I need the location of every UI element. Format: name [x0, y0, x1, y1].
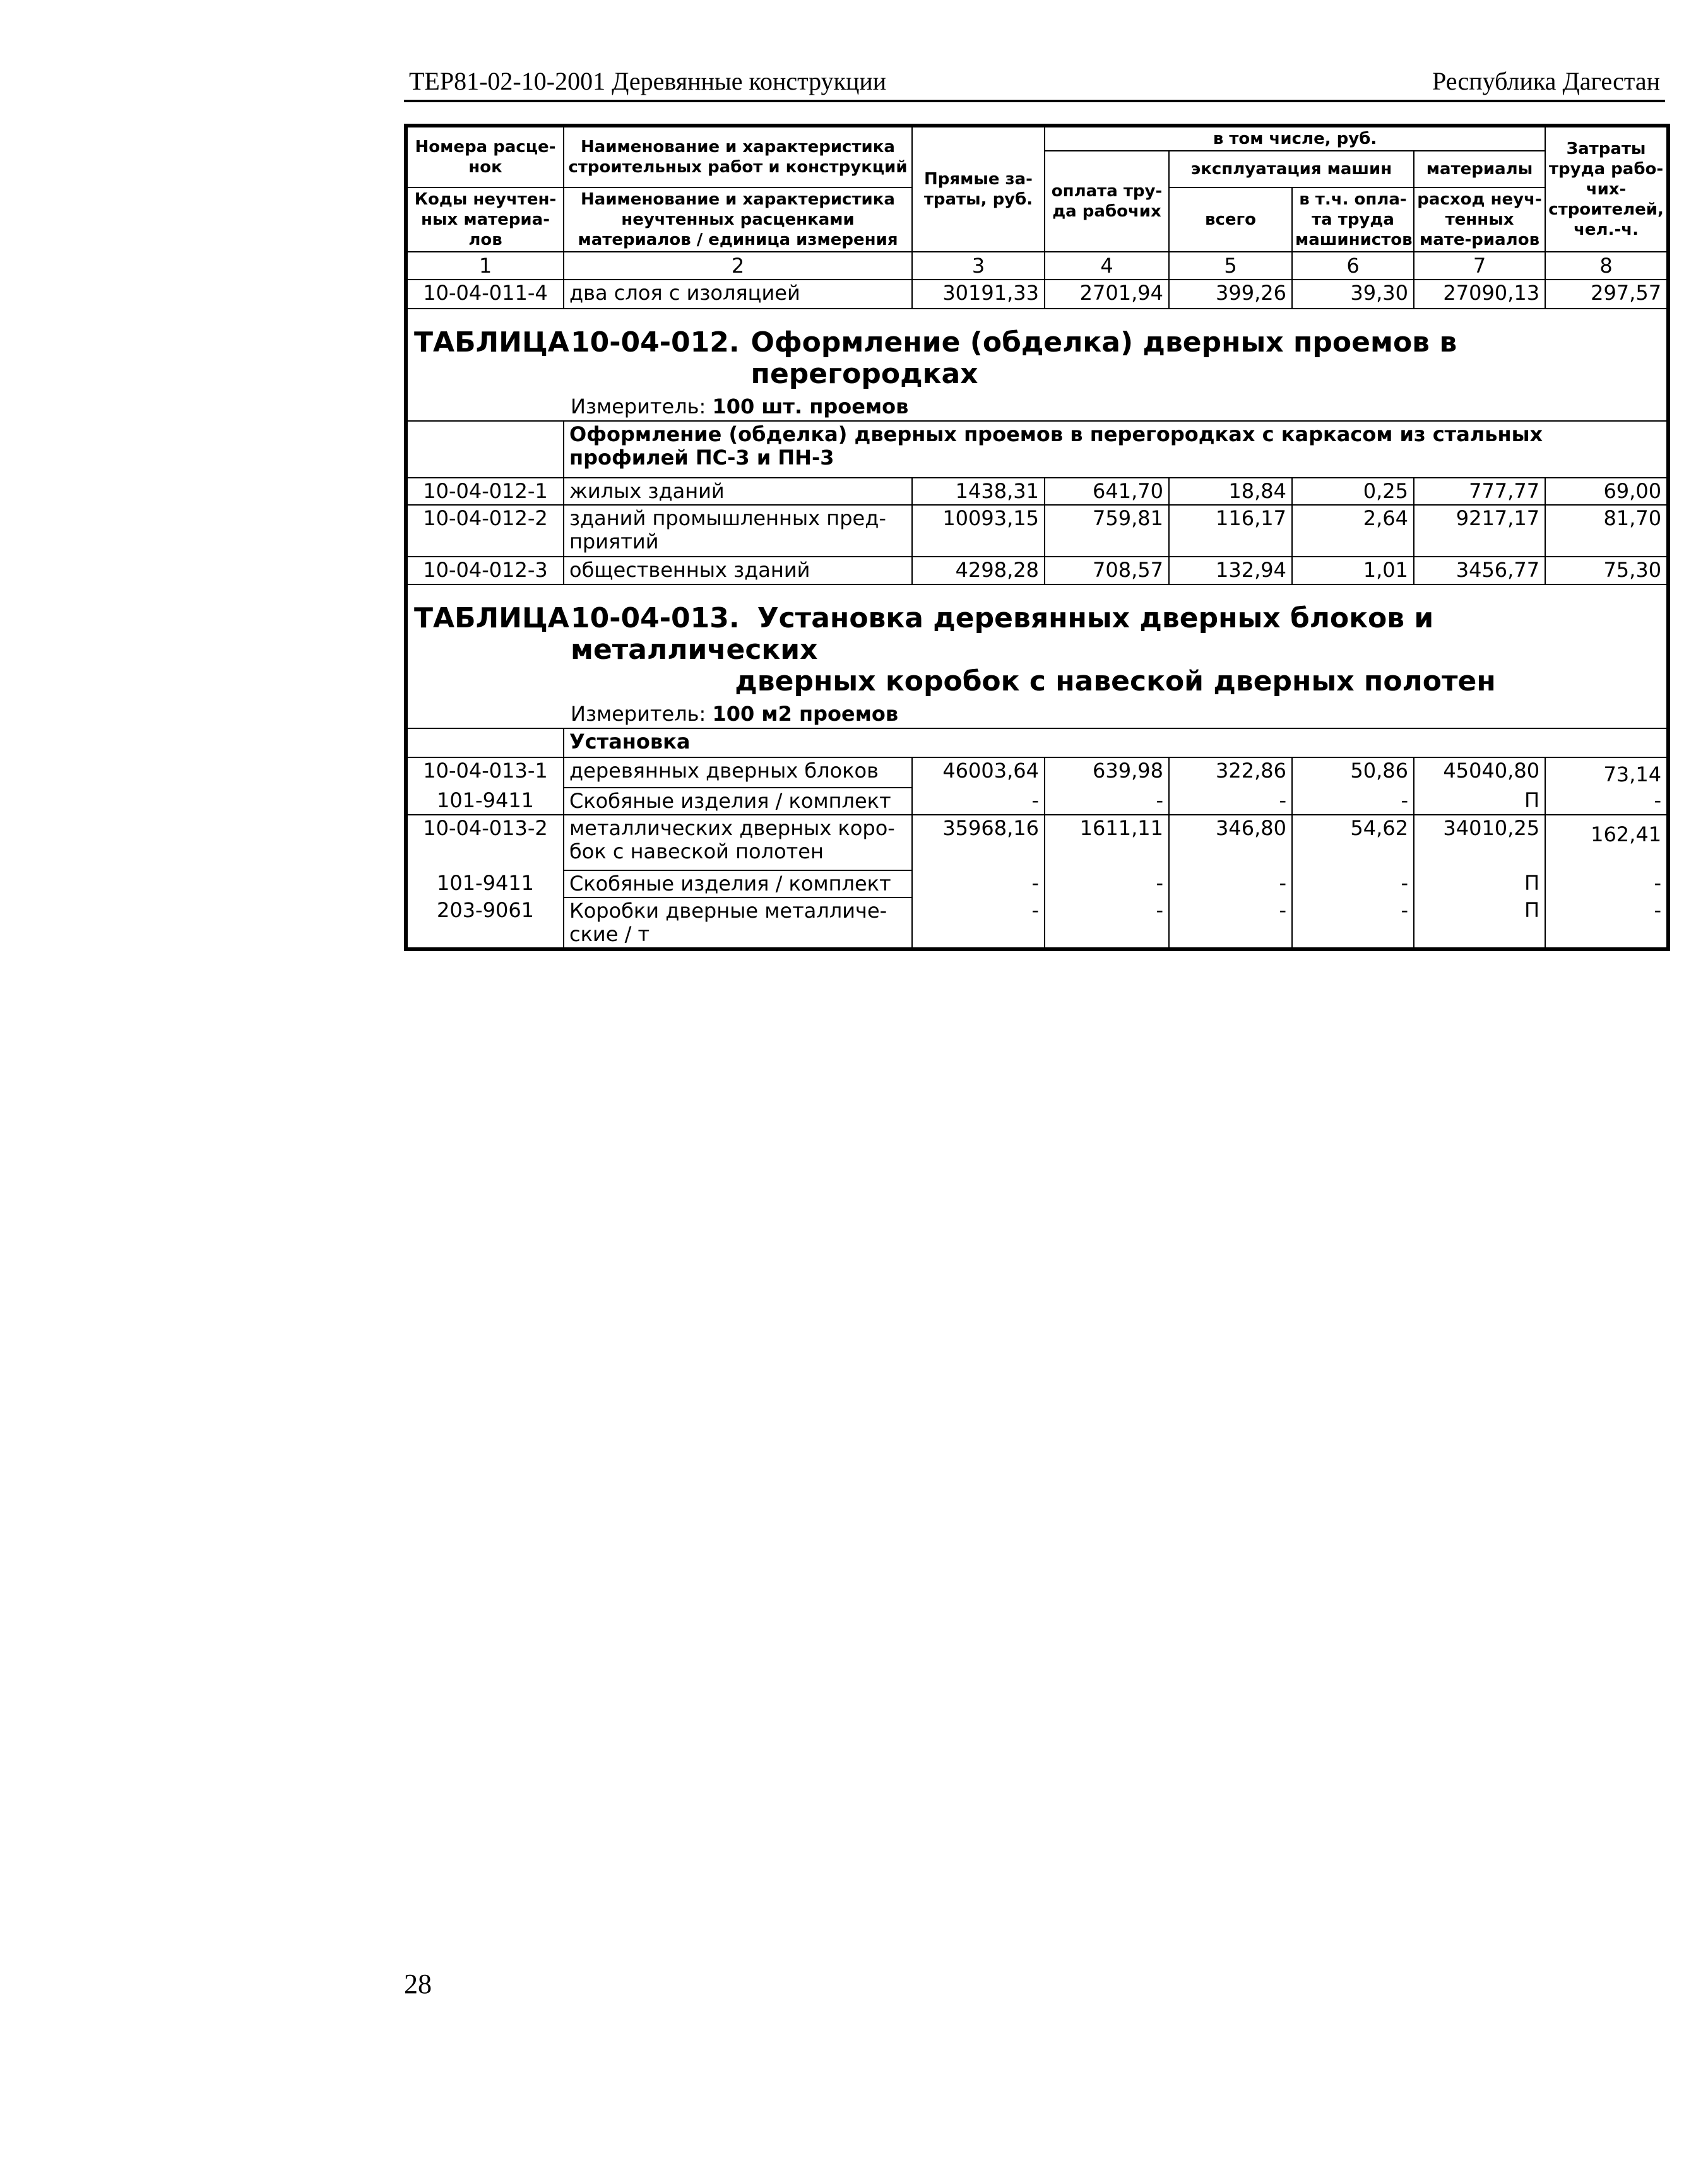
material-code: 203-9061: [406, 897, 564, 949]
rate-name: деревянных дверных блоков: [564, 757, 912, 788]
machines-total: 18,84: [1169, 478, 1292, 505]
column-number: 4: [1045, 252, 1169, 280]
labor-wages: 759,81: [1045, 505, 1169, 557]
labor-hours: 73,14: [1545, 757, 1668, 788]
unit-value: 100 шт. проемов: [712, 394, 909, 418]
table-row: [406, 788, 1668, 815]
section-row: [406, 728, 1668, 757]
materials: П: [1414, 897, 1545, 949]
labor-hours: 75,30: [1545, 557, 1668, 584]
direct-costs: 30191,33: [912, 280, 1045, 309]
table-013-unit: [571, 697, 1660, 728]
labor-wages: -: [1045, 788, 1169, 815]
machinist-wages: 39,30: [1292, 280, 1414, 309]
column-number: 5: [1169, 252, 1292, 280]
table-012-code: 10-04-012.: [571, 326, 740, 358]
materials: 45040,80: [1414, 757, 1545, 788]
material-name: Скобяные изделия / комплект: [564, 870, 912, 897]
labor-hours: -: [1545, 788, 1668, 815]
table-row: [406, 897, 1668, 949]
machinist-wages: 50,86: [1292, 757, 1414, 788]
document-title: ТЕР81-02-10-2001 Деревянные конструкции: [409, 67, 887, 95]
table-row: [406, 280, 1668, 309]
table-row: [406, 478, 1668, 505]
rate-name: жилых зданий: [564, 478, 912, 505]
rates-table: [404, 124, 1670, 951]
group-machines-header: эксплуатация машин: [1169, 151, 1414, 187]
machines-total: -: [1169, 788, 1292, 815]
section-label: Оформление (обделка) дверных проемов в перегородках с каркасом из стальных профилей ПС-3 и ПН-3: [564, 421, 1668, 478]
machines-total: -: [1169, 870, 1292, 897]
labor-wages: 2701,94: [1045, 280, 1169, 309]
direct-costs: 1438,31: [912, 478, 1045, 505]
machines-total: 116,17: [1169, 505, 1292, 557]
column-numbers-row: [406, 252, 1668, 280]
col6-header: в т.ч. опла-та труда машинистов: [1292, 187, 1414, 252]
labor-wages: -: [1045, 897, 1169, 949]
material-code: 101-9411: [406, 870, 564, 897]
group-including-header: в том числе, руб.: [1045, 126, 1545, 151]
table-word: ТАБЛИЦА: [414, 602, 569, 634]
labor-hours: 81,70: [1545, 505, 1668, 557]
table-013-code: 10-04-013.: [571, 602, 740, 634]
machines-total: 132,94: [1169, 557, 1292, 584]
column-number: 1: [406, 252, 564, 280]
col1-header-bottom: Коды неучтен-ных материа-лов: [406, 187, 564, 252]
direct-costs: -: [912, 897, 1045, 949]
machinist-wages: 2,64: [1292, 505, 1414, 557]
page-header: [404, 62, 1665, 102]
machinist-wages: -: [1292, 870, 1414, 897]
section-label: Установка: [564, 728, 1668, 757]
materials: П: [1414, 788, 1545, 815]
machinist-wages: 1,01: [1292, 557, 1414, 584]
table-row: [406, 557, 1668, 584]
direct-costs: 10093,15: [912, 505, 1045, 557]
direct-costs: 46003,64: [912, 757, 1045, 788]
table-row: [406, 870, 1668, 897]
unit-label: Измеритель:: [571, 394, 706, 418]
page-number: 28: [404, 1969, 432, 1999]
table-word: ТАБЛИЦА: [414, 326, 569, 358]
col2-header-bottom: Наименование и характеристика неучтенных расценками материалов / единица измерения: [564, 187, 912, 252]
direct-costs: 35968,16: [912, 815, 1045, 870]
table-012-unit: [571, 390, 1660, 420]
group-materials-header: материалы: [1414, 151, 1545, 187]
labor-wages: 708,57: [1045, 557, 1169, 584]
col7-header: расход неуч-тенных мате-риалов: [1414, 187, 1545, 252]
table-row: [406, 815, 1668, 870]
col2-header-top: Наименование и характеристика строительных работ и конструкций: [564, 126, 912, 187]
unit-label: Измеритель:: [571, 702, 706, 726]
col3-header: Прямые за-траты, руб.: [912, 126, 1045, 252]
rate-name: общественных зданий: [564, 557, 912, 584]
column-number: 2: [564, 252, 912, 280]
machinist-wages: -: [1292, 788, 1414, 815]
col4-header: оплата тру-да рабочих: [1045, 151, 1169, 252]
labor-hours: 297,57: [1545, 280, 1668, 309]
column-number: 8: [1545, 252, 1668, 280]
labor-hours: 69,00: [1545, 478, 1668, 505]
labor-hours: 162,41: [1545, 815, 1668, 870]
column-number: 7: [1414, 252, 1545, 280]
materials: 27090,13: [1414, 280, 1545, 309]
rate-code: 10-04-013-1: [406, 757, 564, 788]
section-row: [406, 421, 1668, 478]
rate-code: 10-04-012-3: [406, 557, 564, 584]
rate-name: металлических дверных коро-бок с навеской полотен: [564, 815, 912, 870]
column-number: 3: [912, 252, 1045, 280]
table-013-title-row: [406, 584, 1668, 728]
table-013-title-line2: дверных коробок с навеской дверных полотен: [735, 665, 1496, 697]
material-name: Коробки дверные металличе-ские / т: [564, 897, 912, 949]
labor-wages: 1611,11: [1045, 815, 1169, 870]
table-row: [406, 757, 1668, 788]
rate-name: зданий промышленных пред-приятий: [564, 505, 912, 557]
labor-hours: -: [1545, 870, 1668, 897]
machinist-wages: -: [1292, 897, 1414, 949]
machinist-wages: 54,62: [1292, 815, 1414, 870]
labor-wages: -: [1045, 870, 1169, 897]
labor-wages: 641,70: [1045, 478, 1169, 505]
col5-header: всего: [1169, 187, 1292, 252]
col1-header-top: Номера расце-нок: [406, 126, 564, 187]
direct-costs: -: [912, 870, 1045, 897]
col8-header: Затраты труда рабо-чих-строителей, чел.-ч.: [1545, 126, 1668, 252]
table-013-title-line1: Установка деревянных дверных блоков и металлических: [571, 602, 1434, 666]
materials: 3456,77: [1414, 557, 1545, 584]
materials: 777,77: [1414, 478, 1545, 505]
table-012-title: Оформление (обделка) дверных проемов в перегородках: [750, 326, 1457, 390]
machines-total: 322,86: [1169, 757, 1292, 788]
materials: 9217,17: [1414, 505, 1545, 557]
table-012-title-row: [406, 309, 1668, 421]
rate-code: 10-04-012-1: [406, 478, 564, 505]
material-name: Скобяные изделия / комплект: [564, 788, 912, 815]
region-name: Республика Дагестан: [1432, 67, 1660, 95]
table-row: [406, 505, 1668, 557]
rate-code: 10-04-011-4: [406, 280, 564, 309]
labor-wages: 639,98: [1045, 757, 1169, 788]
machines-total: 399,26: [1169, 280, 1292, 309]
materials: 34010,25: [1414, 815, 1545, 870]
labor-hours: -: [1545, 897, 1668, 949]
materials: П: [1414, 870, 1545, 897]
column-number: 6: [1292, 252, 1414, 280]
rate-code: 10-04-013-2: [406, 815, 564, 870]
unit-value: 100 м2 проемов: [712, 702, 899, 726]
direct-costs: -: [912, 788, 1045, 815]
material-code: 101-9411: [406, 788, 564, 815]
rate-code: 10-04-012-2: [406, 505, 564, 557]
machinist-wages: 0,25: [1292, 478, 1414, 505]
direct-costs: 4298,28: [912, 557, 1045, 584]
machines-total: 346,80: [1169, 815, 1292, 870]
rate-name: два слоя с изоляцией: [564, 280, 912, 309]
machines-total: -: [1169, 897, 1292, 949]
